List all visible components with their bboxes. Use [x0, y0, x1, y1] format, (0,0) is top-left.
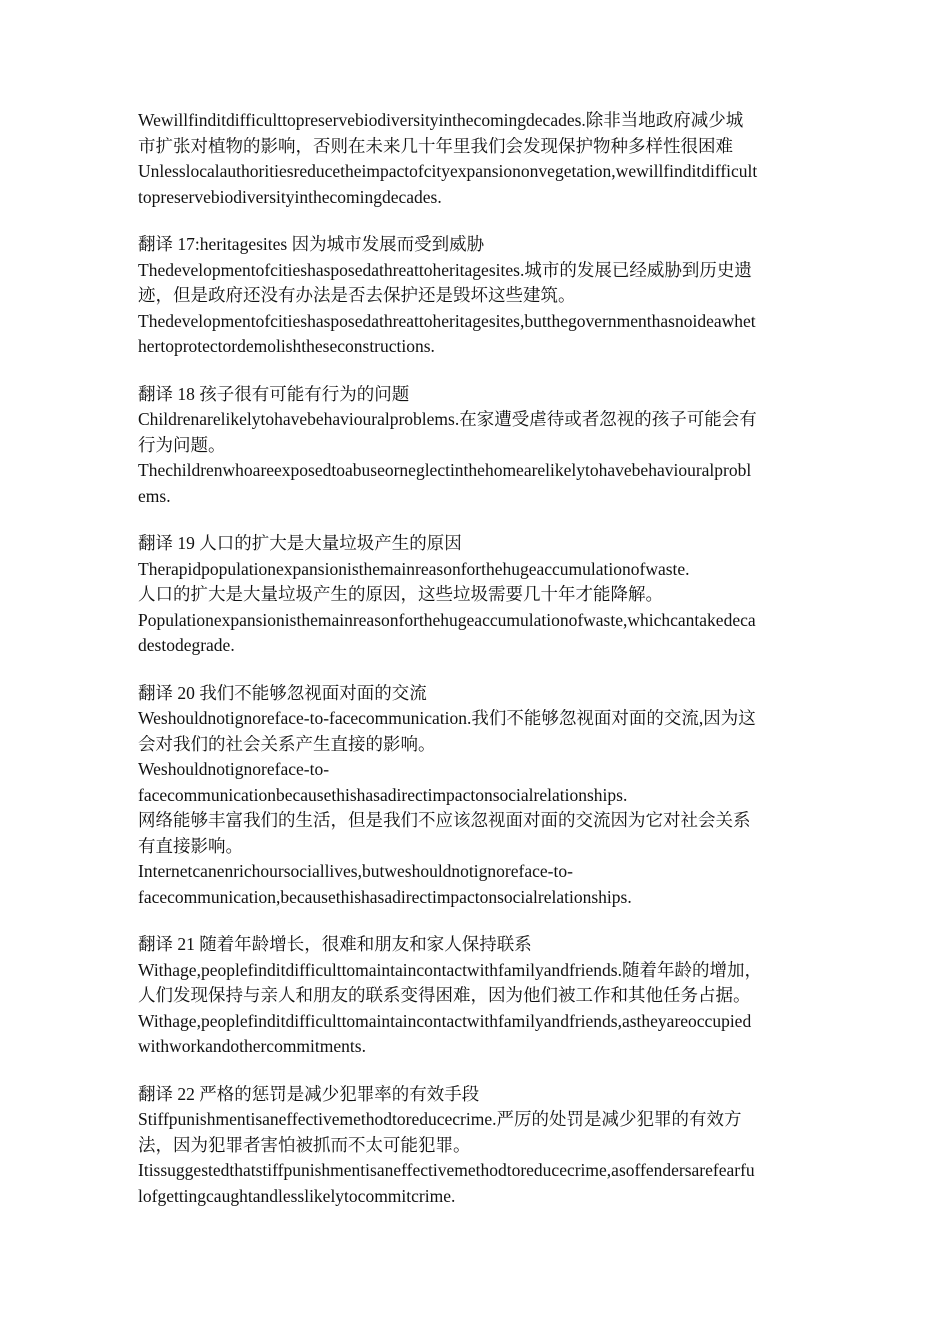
- text-line: Itissuggestedthatstiffpunishmentisaneffectivemethodtoreducecrime,asoffendersarefearfu: [138, 1160, 755, 1180]
- section-heading: 翻译 19 人口的扩大是大量垃圾产生的原因: [138, 533, 462, 553]
- paragraph-gap: [138, 210, 818, 232]
- text-line: 市扩张对植物的影响，否则在未来几十年里我们会发现保护物种多样性很困难: [138, 135, 733, 156]
- text-line: 人口的扩大是大量垃圾产生的原因，这些垃圾需要几十年才能降解。: [138, 584, 663, 604]
- paragraph-translation-19: [138, 531, 818, 659]
- text-line: Thechildrenwhoareexposedtoabuseorneglectinthehomearelikelytohavebehaviouralprobl: [138, 460, 752, 480]
- text-line: 网络能够丰富我们的生活，但是我们不应该忽视面对面的交流因为它对社会关系: [138, 810, 751, 830]
- text-line: Weshouldnotignoreface-to-facecommunication.我们不能够忽视面对面的交流,因为这: [138, 708, 756, 728]
- text-line: Therapidpopulationexpansionisthemainreasonforthehugeaccumulationofwaste.: [138, 558, 690, 579]
- text-line: 有直接影响。: [138, 835, 243, 856]
- section-heading: 翻译 21 随着年龄增长，很难和朋友和家人保持联系: [138, 934, 532, 954]
- section-heading: 翻译 17:heritagesites 因为城市发展而受到威胁: [138, 234, 485, 254]
- text-line: Withage,peoplefinditdifficulttomaintaincontactwithfamilyandfriends,astheyareoccupied: [138, 1010, 752, 1031]
- paragraph-gap: [138, 659, 818, 681]
- text-line: lofgettingcaughtandlesslikelytocommitcrime.: [138, 1185, 456, 1206]
- text-line: 行为问题。: [138, 434, 226, 455]
- paragraph-translation-21: [138, 932, 818, 1060]
- text-line: Thedevelopmentofcitieshasposedathreattoheritagesites,butthegovernmenthasnoideawhet: [138, 310, 756, 331]
- text-line: Stiffpunishmentisaneffectivemethodtoreducecrime.严厉的处罚是减少犯罪的有效方: [138, 1109, 742, 1129]
- text-line: 会对我们的社会关系产生直接的影响。: [138, 733, 436, 754]
- text-line: 迹，但是政府还没有办法是否去保护还是毁坏这些建筑。: [138, 285, 576, 305]
- section-heading: 翻译 18 孩子很有可能有行为的问题: [138, 383, 410, 404]
- text-line: Childrenarelikelytohavebehaviouralproblems.在家遭受虐待或者忽视的孩子可能会有: [138, 409, 757, 429]
- paragraph-gap: [138, 910, 818, 932]
- paragraph-gap: [138, 1060, 818, 1082]
- text-line: hertoprotectordemolishtheseconstructions.: [138, 336, 435, 356]
- text-line: Withage,peoplefinditdifficulttomaintaincontactwithfamilyandfriends.随着年龄的增加，: [138, 959, 762, 980]
- text-line: 法，因为犯罪者害怕被抓而不太可能犯罪。: [138, 1134, 471, 1155]
- text-line: facecommunication,becausethishasadirectimpactonsocialrelationships.: [138, 886, 632, 907]
- paragraph-translation-20: [138, 681, 818, 911]
- paragraph-translation-22: [138, 1082, 818, 1210]
- text-line: Thedevelopmentofcitieshasposedathreattoheritagesites.城市的发展已经威胁到历史遗: [138, 259, 752, 280]
- section-heading: 翻译 20 我们不能够忽视面对面的交流: [138, 682, 427, 703]
- paragraph-translation-18: [138, 382, 818, 510]
- paragraph-biodiversity: [138, 108, 818, 210]
- paragraph-gap: [138, 360, 818, 382]
- text-line: facecommunicationbecausethishasadirectimpactonsocialrelationships.: [138, 784, 628, 805]
- text-line: topreservebiodiversityinthecomingdecades.: [138, 186, 442, 207]
- paragraph-translation-17: [138, 232, 818, 360]
- text-line: 人们发现保持与亲人和朋友的联系变得困难，因为他们被工作和其他任务占据。: [138, 985, 751, 1005]
- text-line: ems.: [138, 485, 171, 506]
- text-line: Weshouldnotignoreface-to-: [138, 759, 330, 779]
- document-page: [138, 108, 818, 1209]
- text-line: Unlesslocalauthoritiesreducetheimpactofcityexpansiononvegetation,wewillfinditdifficult: [138, 161, 758, 181]
- text-line: Wewillfinditdifficulttopreservebiodiversityinthecomingdecades.除非当地政府减少城: [138, 110, 744, 130]
- text-line: withworkandothercommitments.: [138, 1036, 366, 1056]
- text-line: Populationexpansionisthemainreasonforthehugeaccumulationofwaste,whichcantakedeca: [138, 609, 756, 630]
- text-line: destodegrade.: [138, 635, 235, 655]
- text-line: Internetcanenrichoursociallives,butweshouldnotignoreface-to-: [138, 861, 573, 881]
- paragraph-gap: [138, 509, 818, 531]
- section-heading: 翻译 22 严格的惩罚是减少犯罪率的有效手段: [138, 1083, 480, 1104]
